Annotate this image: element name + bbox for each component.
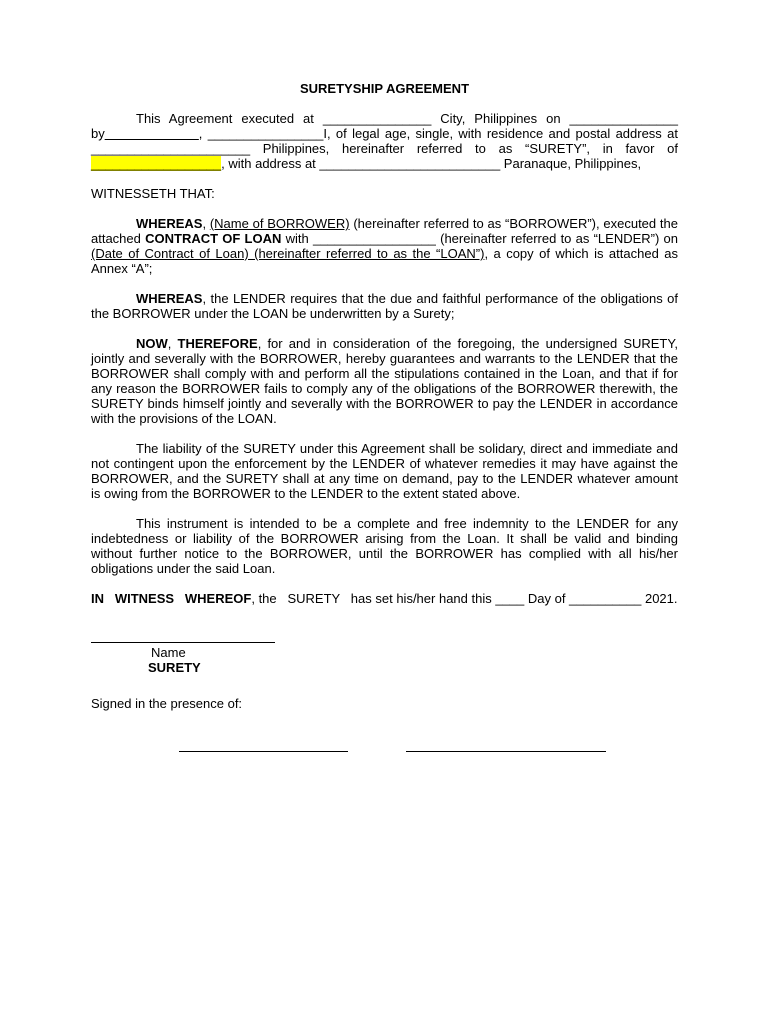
- intro-text-5: , with address at: [221, 156, 316, 171]
- blank-lender: _________________: [312, 231, 436, 246]
- surety-signature-block: [91, 628, 678, 675]
- intro-by: by: [91, 126, 105, 141]
- whereas-paragraph-1: [91, 216, 678, 276]
- intro-text-4: Philippines, hereinafter referred to as “SURETY”, in favor of: [262, 141, 678, 156]
- signature-role-label: SURETY: [148, 660, 201, 675]
- borrower-name-placeholder: (Name of BORROWER): [209, 216, 350, 231]
- witness-2-signature-line: [406, 751, 606, 752]
- surety-signature-line: [91, 628, 275, 643]
- blank-city: _______________: [322, 111, 432, 126]
- blank-date: _______________: [569, 111, 678, 126]
- whereas-lead-2: WHEREAS: [136, 291, 203, 306]
- in-witness-paragraph: [91, 591, 678, 606]
- whereas1-sep: ,: [202, 216, 210, 231]
- intro-text-3: I, of legal age, single, with residence and postal address at: [323, 126, 678, 141]
- intro-text-2: City, Philippines on: [440, 111, 561, 126]
- therefore-lead: THEREFORE: [177, 336, 258, 351]
- now-lead: NOW: [136, 336, 168, 351]
- intro-text-6: Paranaque, Philippines,: [503, 156, 642, 171]
- instrument-paragraph: This instrument is intended to be a complete and free indemnity to the LENDER for any indebtedness or liability of the BORROWER arising from the Loan. It shall be valid and binding without further notice to the BORROWER, until the BORROWER has complied with all his/her obligations under the said Loan.: [91, 516, 678, 576]
- whereas1-text-3: with: [281, 231, 313, 246]
- loan-date-placeholder: (Date of Contract of Loan) (hereinafter referred to as the “LOAN”): [91, 246, 485, 261]
- blank-surety-name-2: ________________: [207, 126, 324, 141]
- contract-of-loan: CONTRACT OF LOAN: [145, 231, 282, 246]
- whereas1-text-4: (hereinafter referred to as “LENDER”) on: [435, 231, 678, 246]
- intro-text-1: This Agreement executed at: [136, 111, 314, 126]
- blank-address: ______________________: [91, 141, 251, 156]
- signature-name-label: Name: [151, 645, 186, 660]
- now-sep: ,: [167, 336, 178, 351]
- whereas-paragraph-2: [91, 291, 678, 321]
- blank-lender-highlighted: __________________: [91, 156, 222, 171]
- whereas-lead-1: WHEREAS: [136, 216, 203, 231]
- whereas1-text-5: , a copy of which is attached as Annex “A”;: [91, 246, 678, 276]
- now-therefore-text: , for and in consideration of the foregoing, the undersigned SURETY, jointly and severally with the BORROWER, hereby guarantees and warrants to the LENDER that the BORROWER shall comply with and perform all the stipulations contained in the Loan, and that if for any reason the BORROWER fails to comply any of the obligations of the BORROWER therewith, the SURETY binds himself jointly and severally with the BORROWER to pay the LENDER in accordance with the provisions of the LOAN.: [91, 336, 678, 426]
- in-witness-text: , the SURETY has set his/her hand this ____ Day of __________ 2021.: [251, 591, 678, 606]
- document-body: [91, 81, 678, 779]
- liability-paragraph: The liability of the SURETY under this Agreement shall be solidary, direct and immediate and not contingent upon the enforcement by the LENDER of whatever remedies it may have against the BORROWER, and the SURETY shall at any time on demand, pay to the LENDER whatever amount is owing from the BORROWER to the LENDER to the extent stated above.: [91, 441, 678, 501]
- blank-address-2: _________________________: [319, 156, 501, 171]
- witness-1-signature-line: [179, 751, 348, 752]
- witnesseth-heading: WITNESSETH THAT:: [91, 186, 215, 201]
- in-witness-lead: IN WITNESS WHEREOF: [91, 591, 252, 606]
- blank-surety-name: _____________: [104, 126, 199, 141]
- signed-presence-label: Signed in the presence of:: [91, 696, 243, 711]
- document-title: SURETYSHIP AGREEMENT: [299, 81, 470, 96]
- witness-signature-lines: [91, 739, 678, 779]
- now-therefore-paragraph: [91, 336, 678, 426]
- intro-comma: ,: [198, 126, 203, 141]
- whereas2-text: , the LENDER requires that the due and faithful performance of the obligations of the BORROWER under the LOAN be underwritten by a Surety;: [91, 291, 678, 321]
- whereas1-text-2: (hereinafter referred to as “BORROWER”), executed the attached: [91, 216, 678, 246]
- intro-paragraph: [91, 111, 678, 171]
